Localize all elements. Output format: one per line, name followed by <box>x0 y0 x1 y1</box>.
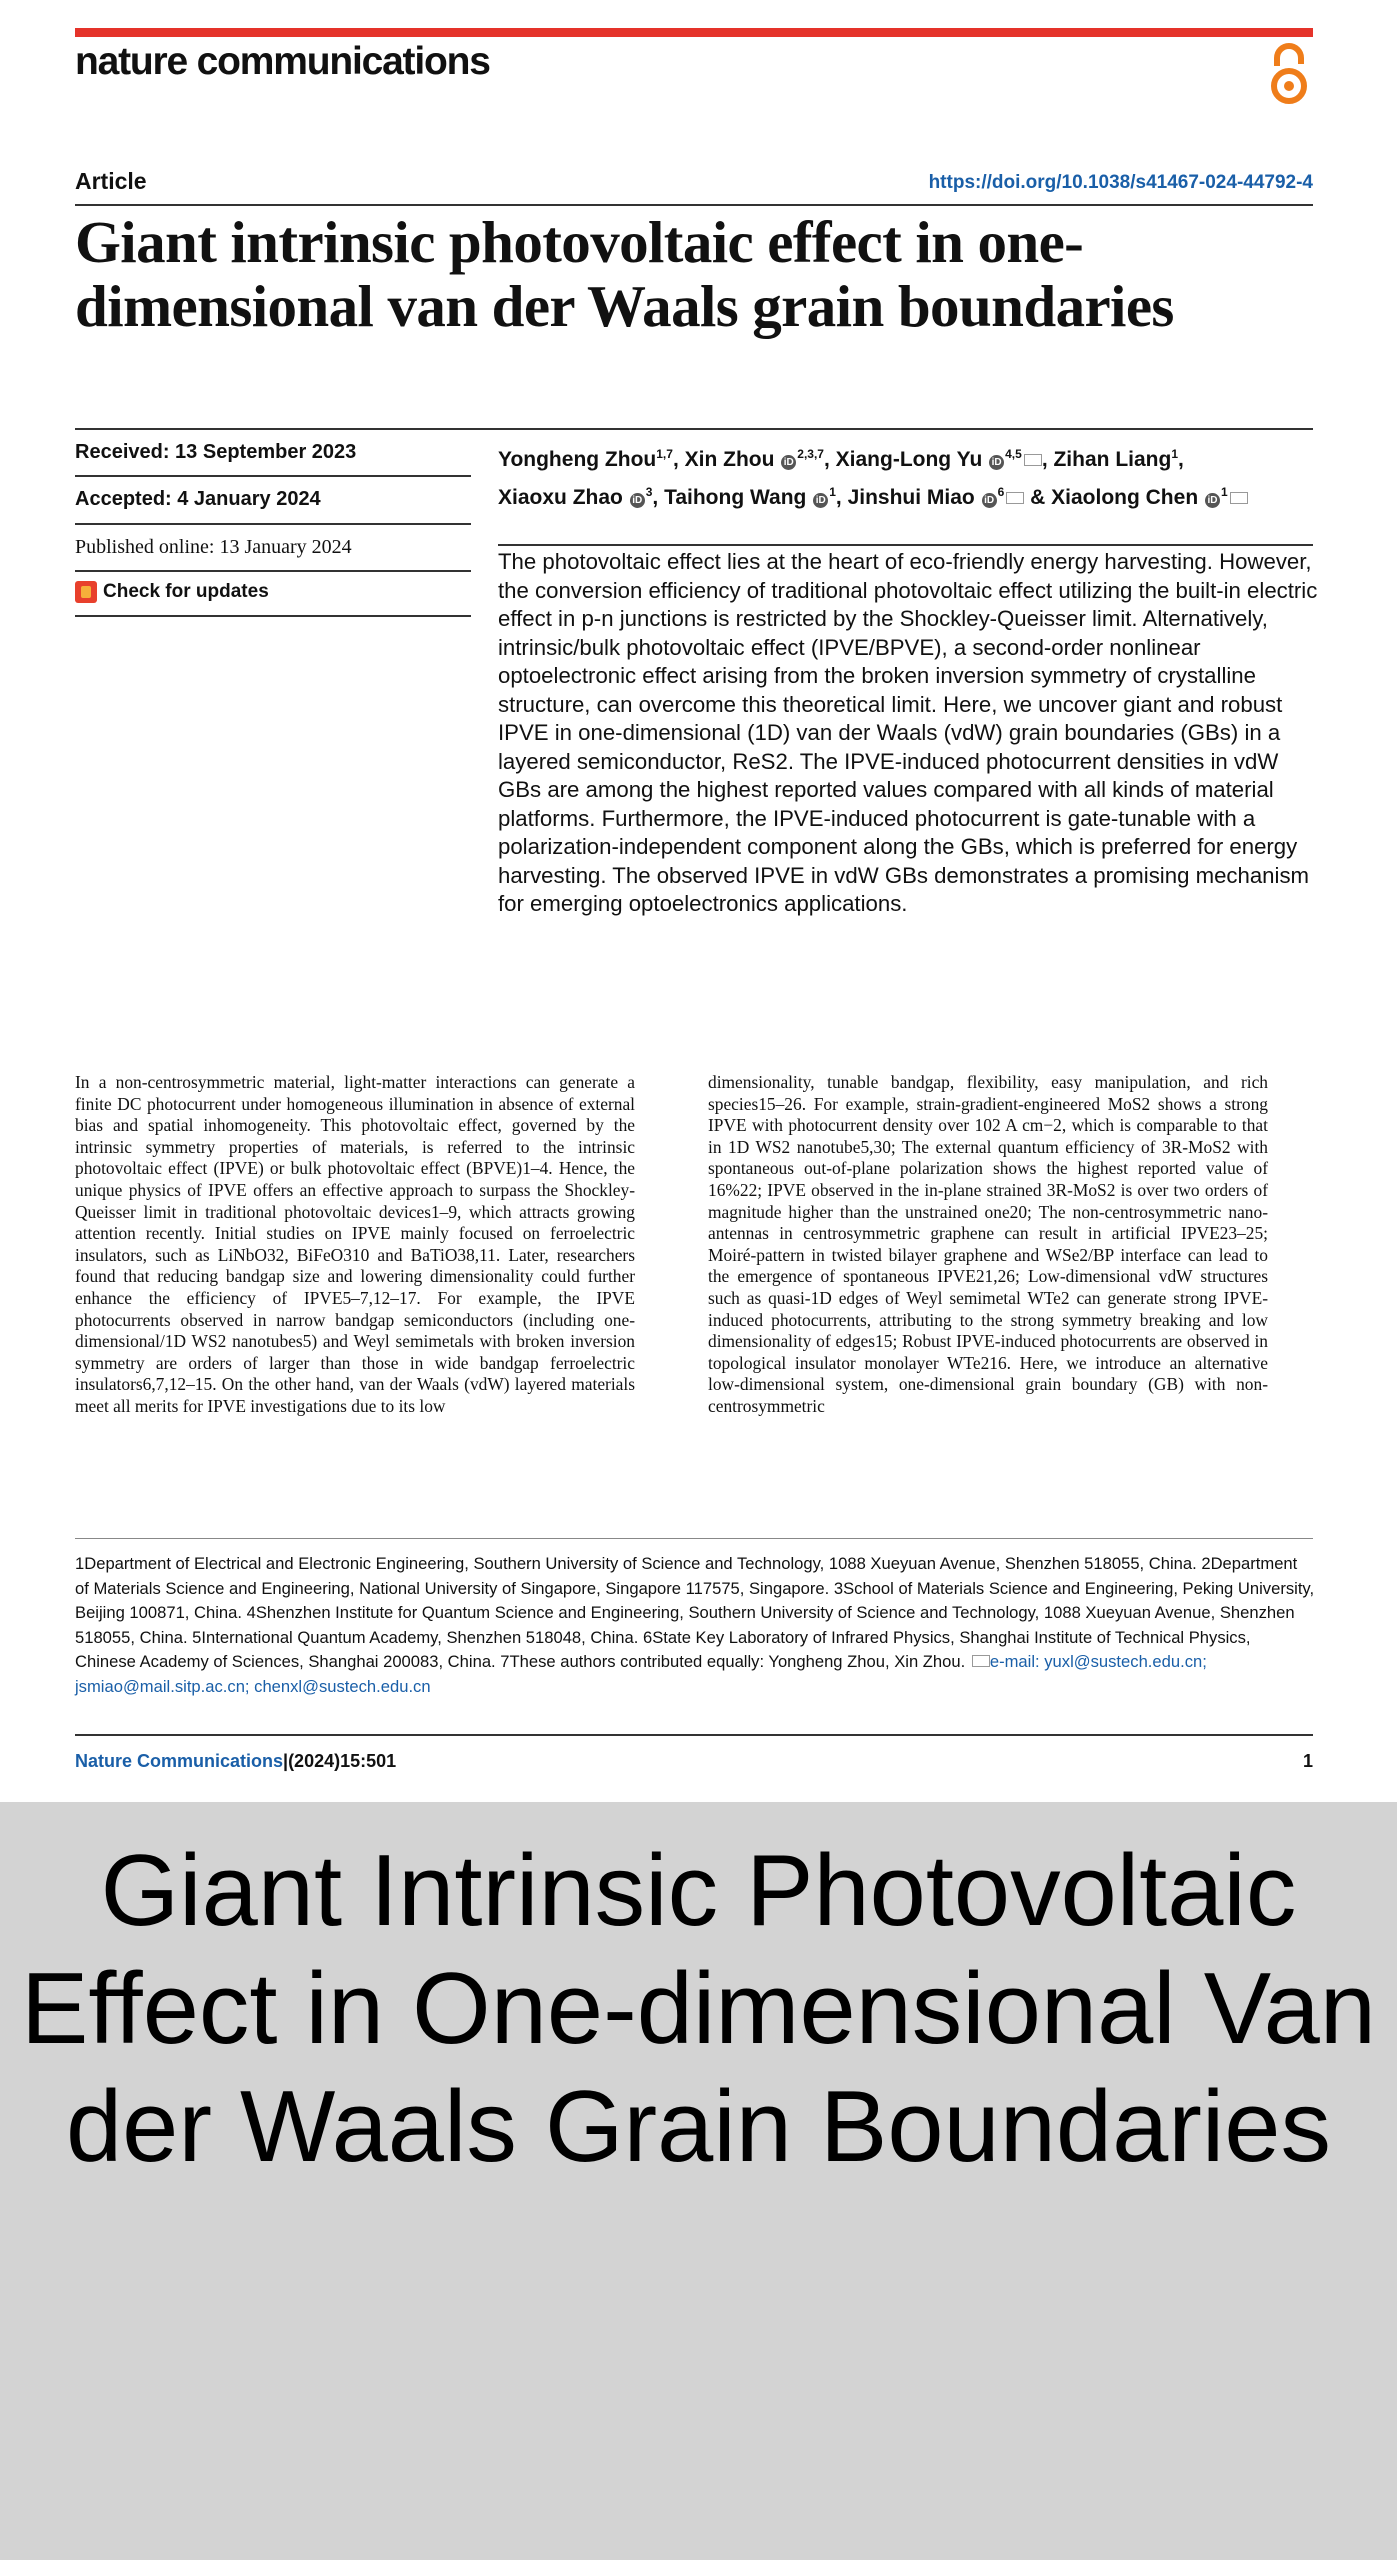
affiliations <box>75 1552 1315 1699</box>
mail-icon[interactable] <box>1024 454 1042 466</box>
orcid-icon[interactable]: iD <box>781 455 796 470</box>
orcid-icon[interactable]: iD <box>813 493 828 508</box>
published-date: Published online: 13 January 2024 <box>75 536 352 558</box>
mail-icon <box>972 1655 990 1667</box>
body-column-right: dimensionality, tunable bandgap, flexibility, easy manipulation, and rich species15–26. For example, strain-gradient-engineered MoS2 shows a strong IPVE with photocurrent density over 102 A cm−2, which is comparable to that in 1D WS2 nanotube5,30; The external quantum efficiency of 3R-MoS2 with spontaneous out-of-plane polarization shows the highest reported value of 16%22; IPVE observed in the in-plane strained 3R-MoS2 is over two orders of magnitude higher than the unstrained one20; The non-centrosymmetric nano-antennas in centrosymmetric graphene can result in artificial IPVE23–25; Moiré-pattern in twisted bilayer graphene and WSe2/BP interface can lead to the emergence of spontaneous IPVE21,26; Low-dimensional vdW structures such as quasi-1D edges of Weyl semimetal WTe2 can generate strong IPVE-induced photocurrents, attributing to the strong symmetry breaking and low dimensionality of edges15; Robust IPVE-induced photocurrents are observed in topological insulator monolayer WTe216. Here, we introduce an alternative low-dimensional system, one-dimensional grain boundary (GB) with non-centrosymmetric <box>708 1072 1268 1416</box>
author-name[interactable]: Xiang-Long Yu <box>835 448 983 471</box>
author-name[interactable]: Xiaolong Chen <box>1051 486 1199 509</box>
email-links[interactable]: e-mail: yuxl@sustech.edu.cn; jsmiao@mail.sitp.ac.cn; chenxl@sustech.edu.cn <box>75 1652 1207 1696</box>
page-number: 1 <box>1302 1751 1313 1771</box>
footer-divider <box>75 1734 1313 1736</box>
footer-volume: |(2024)15:501 <box>283 1751 397 1771</box>
mail-icon[interactable] <box>1230 492 1248 504</box>
author-name[interactable]: Yongheng Zhou <box>498 448 657 471</box>
author-name[interactable]: Xin Zhou <box>684 448 775 471</box>
author-name[interactable]: Taihong Wang <box>664 486 807 509</box>
author-list: Yongheng Zhou$^{1,7}$, Xin Zhou iD$^{2,3,7}$, Xiang-Long Yu iD$^{4,5}$ , Zihan Liang$^1$, Xiaoxu Zhao $iD^3$, Taihong Wang $iD^1$, Jinshui Miao $iD^6$ & Xiaolong Chen $iD^1$ <box>498 438 1318 514</box>
author-name[interactable]: Jinshui Miao <box>847 486 975 509</box>
meta-divider <box>75 475 471 477</box>
accepted-date: Accepted: 4 January 2024 <box>75 488 321 510</box>
check-updates-icon <box>75 581 97 603</box>
meta-divider <box>75 570 471 572</box>
open-access-icon[interactable] <box>1268 42 1310 106</box>
footer-journal-link[interactable]: Nature Communications <box>75 1751 284 1771</box>
abstract-divider <box>498 544 1313 546</box>
journal-name: nature communications <box>75 40 490 83</box>
check-updates-button[interactable] <box>75 577 269 607</box>
footer-citation <box>75 1751 396 1772</box>
abstract: The photovoltaic effect lies at the heart of eco-friendly energy harvesting. However, the conversion efficiency of traditional photovoltaic effect utilizing the built-in electric effect in p-n junctions is restricted by the Shockley-Queisser limit. Alternatively, intrinsic/bulk photovoltaic effect (IPVE/BPVE), a second-order nonlinear optoelectronic effect arising from the broken inversion symmetry of crystalline structure, can overcome this theoretical limit. Here, we uncover giant and robust IPVE in one-dimensional (1D) van der Waals (vdW) grain boundaries (GBs) in a layered semiconductor, ReS2. The IPVE-induced photocurrent densities in vdW GBs are among the highest reported values compared with all kinds of material platforms. Furthermore, the IPVE-induced photocurrent is gate-tunable with a polarization-independent component along the GBs, which is preferred for energy harvesting. The observed IPVE in vdW GBs demonstrates a promising mechanism for emerging optoelectronics applications. <box>498 549 1318 916</box>
orcid-icon[interactable]: iD <box>982 493 997 508</box>
meta-divider <box>75 523 471 525</box>
orcid-icon[interactable]: iD <box>630 493 645 508</box>
orcid-icon[interactable]: iD <box>1205 493 1220 508</box>
header-divider <box>75 204 1313 206</box>
author-name[interactable]: Xiaoxu Zhao <box>498 486 623 509</box>
affiliation-text: 1Department of Electrical and Electronic Engineering, Southern University of Science and Technology, 1088 Xueyuan Avenue, Shenzhen 518055, China. 2Department of Materials Science and Engineering, National University of Singapore, Singapore 117575, Singapore. 3School of Materials Science and Engineering, Peking University, Beijing 100871, China. 4Shenzhen Institute for Quantum Science and Engineering, Southern University of Science and Technology, 1088 Xueyuan Avenue, Shenzhen 518055, China. 5International Quantum Academy, Shenzhen 518048, China. 6State Key Laboratory of Infrared Physics, Shanghai Institute of Technical Physics, Chinese Academy of Sciences, Shanghai 200083, China. 7These authors contributed equally: Yongheng Zhou, Xin Zhou. <box>75 1554 1315 1671</box>
article-type: Article <box>75 168 147 194</box>
received-date: Received: 13 September 2023 <box>75 441 357 463</box>
caption-title: Giant Intrinsic Photovoltaic Effect in One-dimensional Van der Waals Grain Boundaries <box>21 1835 1376 2183</box>
check-updates-label: Check for updates <box>103 581 269 602</box>
meta-divider <box>75 428 1313 430</box>
orcid-icon[interactable]: iD <box>989 455 1004 470</box>
author-name[interactable]: Zihan Liang <box>1053 448 1172 471</box>
journal-accent-bar <box>75 28 1313 37</box>
mail-icon[interactable] <box>1006 492 1024 504</box>
article-title: Giant intrinsic photovoltaic effect in one-dimensional van der Waals grain boundaries <box>75 209 1174 339</box>
doi-link[interactable]: https://doi.org/10.1038/s41467-024-44792-4 <box>928 172 1313 193</box>
affiliation-divider <box>75 1538 1313 1539</box>
body-column-left: In a non-centrosymmetric material, light-matter interactions can generate a finite DC photocurrent under homogeneous illumination in absence of external bias and spatial inhomogeneity. This photovoltaic effect, governed by the intrinsic symmetry properties of materials, is referred to the intrinsic photovoltaic effect (IPVE) or bulk photovoltaic effect (BPVE)1–4. Hence, the unique physics of IPVE offers an effective approach to surpass the Shockley-Queisser limit in traditional photovoltaic devices1–9, which attracts growing attention recently. Initial studies on IPVE mainly focused on ferroelectric insulators, such as LiNbO32, BiFeO310 and BaTiO38,11. Later, researchers found that reducing bandgap size and lowering dimensionality could further enhance the efficiency of IPVE5–7,12–17. For example, the IPVE photocurrents observed in narrow bandgap semiconductors (including one-dimensional/1D WS2 nanotubes5) and Weyl semimetals with broken inversion symmetry are orders of larger than those in wide bandgap ferroelectric insulators6,7,12–15. On the other hand, van der Waals (vdW) layered materials meet all merits for IPVE investigations due to its low <box>75 1072 635 1416</box>
meta-divider <box>75 615 471 617</box>
